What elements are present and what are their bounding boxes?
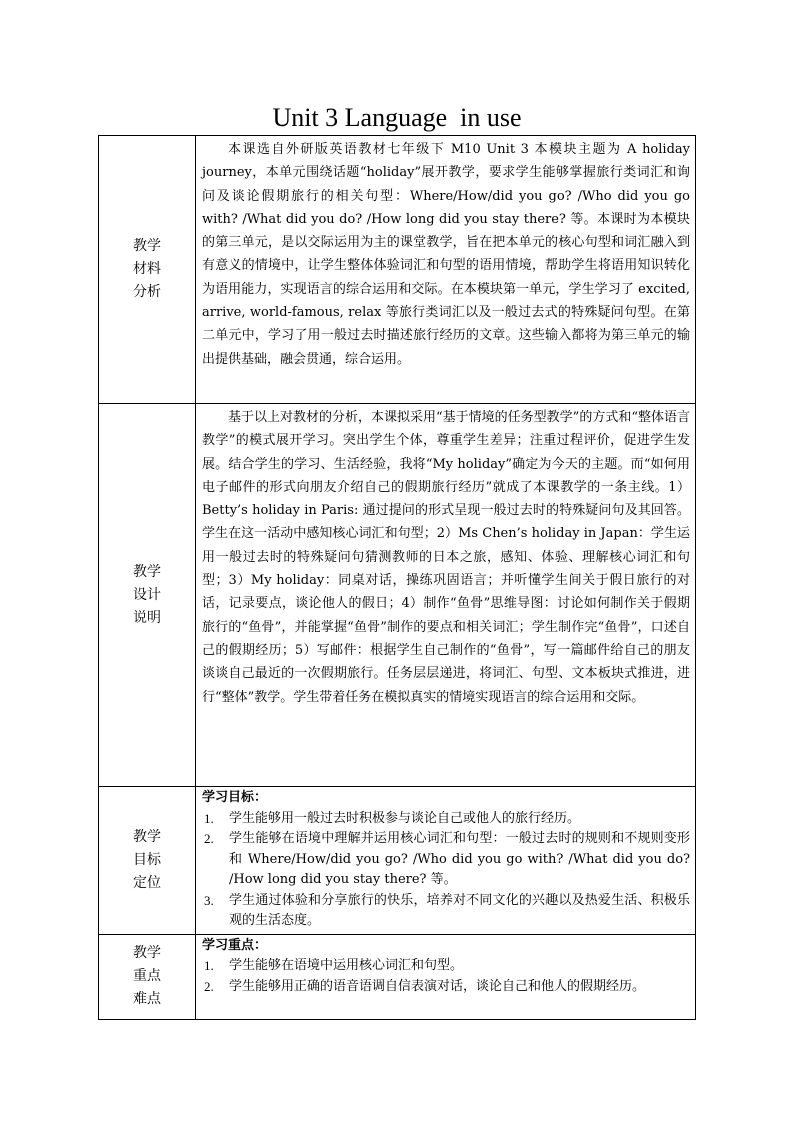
- list-item: [202, 829, 690, 891]
- row-label-cell: [99, 934, 196, 1019]
- row-label-cell: [99, 404, 196, 787]
- row-label: [99, 561, 195, 630]
- list-item: [202, 977, 690, 998]
- table-row: [99, 404, 696, 787]
- item-number: 1.: [204, 958, 214, 973]
- label-line: 难点: [133, 991, 161, 1007]
- table-row: [99, 136, 696, 404]
- row-content-cell: [196, 934, 696, 1019]
- item-text: 学生能够用一般过去时积极参与谈论自己或他人的旅行经历。: [229, 810, 581, 826]
- row-label-cell: [99, 787, 196, 935]
- item-number: 1.: [204, 810, 214, 826]
- row-label: [99, 235, 195, 304]
- label-line: 设计: [133, 586, 161, 603]
- row-label-cell: [99, 136, 196, 404]
- label-line: 教学: [133, 945, 161, 961]
- list-item: [202, 956, 690, 977]
- list-item: [202, 891, 690, 932]
- item-number: 2.: [204, 978, 214, 994]
- label-line: 分析: [133, 284, 161, 300]
- row-content-cell: [196, 404, 696, 787]
- list-item: [202, 809, 690, 830]
- objectives-list: [202, 809, 690, 932]
- item-number: 2.: [204, 831, 214, 846]
- label-line: 定位: [133, 874, 161, 891]
- row-content-cell: [196, 787, 696, 935]
- label-line: 教学: [133, 238, 161, 254]
- row-content-cell: [196, 136, 696, 404]
- key-points-heading: 学习重点：: [202, 937, 268, 953]
- item-text: 学生能够在语境中运用核心词汇和句型。: [229, 958, 464, 973]
- item-text: 学生通过体验和分享旅行的快乐，培养对不同文化的兴趣以及热爱生活、积极乐观的生活态度。: [229, 892, 690, 928]
- item-text: 学生能够用正确的语音语调自信表演对话，谈论自己和他人的假期经历。: [229, 978, 646, 994]
- row-label: [99, 942, 195, 1011]
- label-line: 重点: [133, 968, 161, 984]
- label-line: 教学: [133, 828, 161, 845]
- design-description-text: 基于以上对教材的分析，本课拟采用“基于情境的任务型教学”的方式和“整体语言教学”的模式展开学习。突出学生个体，尊重学生差异；注重过程评价，促进学生发展。结合学生的学习、生活经验，我将“My holiday”确定为今天的主题。而“如何用电子邮件的形式向朋友介绍自己的假期旅行经历”就成了本课教学的一条主线。1）Betty’s holiday in Paris: 通过提问的形式呈现一般过去时的特殊疑问句及其回答。学生在这一活动中感知核心词汇和句型；2）Ms Chen’s holiday in Japan：学生运用一般过去时的特殊疑问句猜测教师的日本之旅，感知、体验、理解核心词汇和句型；3）My holiday：同桌对话，操练巩固语言；并听懂学生间关于假日旅行的对话，记录要点，谈论他人的假日；4）制作“鱼骨”思维导图：讨论如何制作关于假期旅行的“鱼骨”，并能掌握“鱼骨”制作的要点和相关词汇；学生制作完“鱼骨”，口述自己的假期经历；5）写邮件：根据学生自己制作的“鱼骨”，写一篇邮件给自己的朋友谈谈自己最近的一次假期旅行。任务层层递进，将词汇、句型、文本板块式推进，进行“整体”教学。学生带着任务在模拟真实的情境实现语言的综合运用和交际。: [202, 410, 690, 705]
- label-line: 说明: [133, 609, 161, 626]
- table-row: [99, 787, 696, 935]
- row-label: [99, 826, 195, 895]
- key-points-list: [202, 956, 690, 997]
- material-analysis-text: 本课选自外研版英语教材七年级下 M10 Unit 3 本模块主题为 A holiday journey，本单元围绕话题“holiday”展开教学，要求学生能够掌握旅行类词汇和询问及谈论假期旅行的相关句型：Where/How/did you go? /Who did you go with? /What did you do? /How long did you stay there? 等。本课时为本模块的第三单元，是以交际运用为主的课堂教学，旨在把本单元的核心句型和词汇融入到有意义的情境中，让学生整体体验词汇和句型的语用情境，帮助学生将语用知识转化为语用能力，实现语言的综合运用和交际。在本模块第一单元，学生学习了 excited, arrive, world-famous, relax 等旅行类词汇以及一般过去式的特殊疑问句型。在第二单元中，学习了用一般过去时描述旅行经历的文章。这些输入都将为第三单元的输出提供基础，融会贯通，综合运用。: [202, 142, 690, 367]
- lesson-plan-table: [98, 135, 696, 1020]
- label-line: 目标: [133, 851, 161, 868]
- label-line: 材料: [133, 261, 161, 277]
- item-text: 学生能够在语境中理解并运用核心词汇和句型：一般过去时的规则和不规则变形和 Where/How/did you go? /Who did you go with? /What did you do? /How long did you stay there? 等。: [229, 831, 690, 887]
- item-number: 3.: [204, 892, 214, 908]
- page-title: Unit 3 Language in use: [272, 103, 522, 132]
- table-row: [99, 934, 696, 1019]
- label-line: 教学: [133, 563, 161, 580]
- objectives-heading: 学习目标：: [202, 790, 268, 805]
